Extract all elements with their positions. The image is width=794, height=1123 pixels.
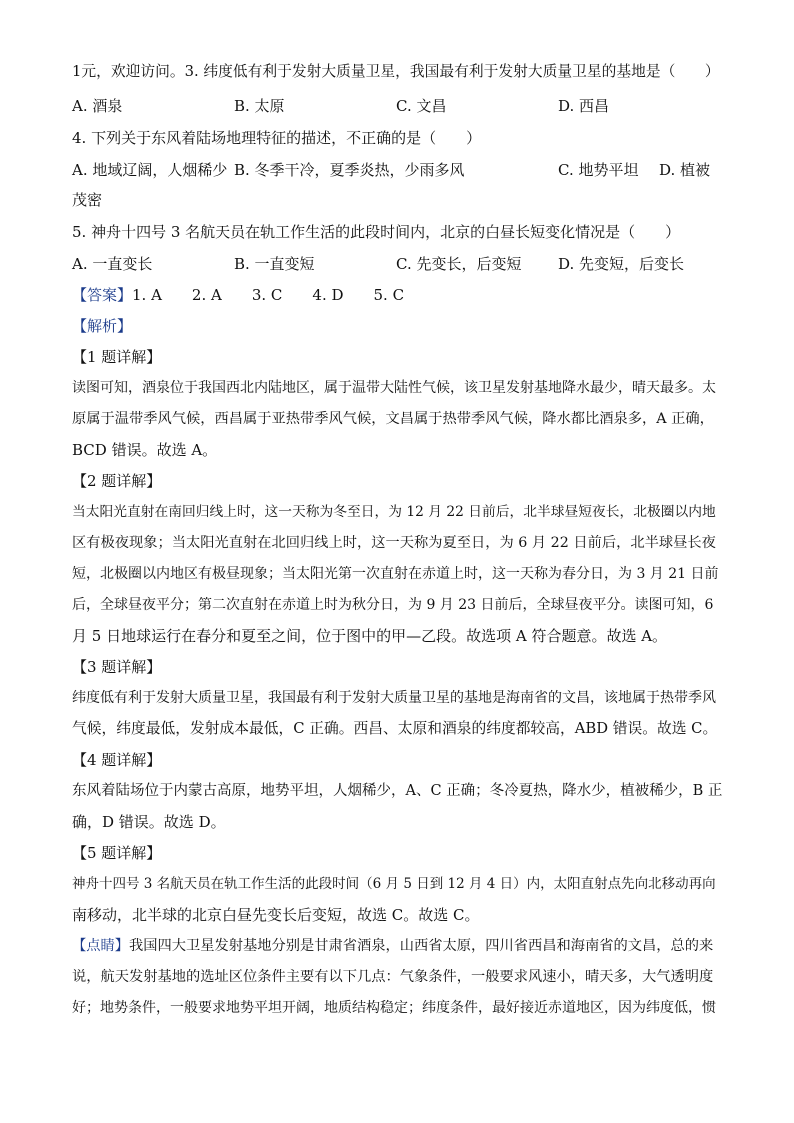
detail-1-line: 原属于温带季风气候，西昌属于亚热带季风气候，文昌属于热带季风气候，降水都比酒泉多，A 正确， [72,411,714,427]
detail-4-line: 东风着陆场位于内蒙古高原，地势平坦，人烟稀少，A、C 正确；冬冷夏热，降水少，植被稀少，B 正 [72,783,723,799]
detail-2-label: 【2 题详解】 [72,472,162,490]
option-b: B. 冬季干冷，夏季炎热，少雨多风 [234,161,465,179]
question-3-stem: 1元，欢迎访问。3. 纬度低有利于发射大质量卫星，我国最有利于发射大质量卫星的基地是（ ） [72,63,720,80]
option-b: B. 太原 [234,97,285,115]
option-a: A. 一直变长 [72,255,153,273]
option-d: D. 西昌 [558,97,610,115]
question-3-options [72,96,722,118]
detail-3-line: 气候，纬度最低，发射成本最低，C 正确。西昌、太原和酒泉的纬度都较高，ABD 错误。故选 C。 [72,720,718,737]
option-d: D. 先变短，后变长 [558,255,685,273]
detail-1-line: 读图可知，酒泉位于我国西北内陆地区，属于温带大陆性气候，该卫星发射基地降水最少，晴天最多。太 [72,380,716,396]
question-4-continued: 茂密 [72,191,103,209]
tip-text: 我国四大卫星发射基地分别是甘肃省酒泉，山西省太原，四川省西昌和海南省的文昌，总的来 [129,938,714,954]
question-5-stem: 5. 神舟十四号 3 名航天员在轨工作生活的此段时间内，北京的白昼长短变化情况是（ ） [72,223,681,241]
detail-2-line: 短，北极圈以内地区有极昼现象；当太阳光第一次直射在赤道上时，这一天称为春分日，为 3 月 21 日前 [72,566,719,582]
detail-3-label: 【3 题详解】 [72,658,162,676]
option-c: C. 文昌 [396,97,447,115]
detail-2-line: 月 5 日地球运行在春分和夏至之间，位于图中的甲—乙段。故选项 A 符合题意。故选 A。 [72,627,668,645]
question-4-stem: 4. 下列关于东风着陆场地理特征的描述，不正确的是（ ） [72,129,482,147]
tip-label: 【点睛】 [72,938,130,954]
detail-5-line: 神舟十四号 3 名航天员在轨工作生活的此段时间（6 月 5 日到 12 月 4 日）内，太阳直射点先向北移动再向 [72,876,716,892]
question-4-options [72,160,722,182]
option-b: B. 一直变短 [234,255,315,273]
tip-line: 说，航天发射基地的选址区位条件主要有以下几点：气象条件，一般要求风速小，晴天多，大气透明度 [72,969,714,985]
detail-5-label: 【5 题详解】 [72,844,162,862]
detail-2-line: 当太阳光直射在南回归线上时，这一天称为冬至日，为 12 月 22 日前后，北半球昼短夜长，北极圈以内地 [72,504,716,520]
tip-line [72,936,713,958]
detail-2-line: 后，全球昼夜平分；第二次直射在赤道上时为秋分日，为 9 月 23 日前后，全球昼夜平分。读图可知，6 [72,597,714,613]
tip-line: 好；地势条件，一般要求地势平坦开阔，地质结构稳定；纬度条件，最好接近赤道地区，因为纬度低，惯 [72,1000,716,1016]
detail-2-line: 区有极夜现象；当太阳光直射在北回归线上时，这一天称为夏至日，为 6 月 22 日前后，北半球昼长夜 [72,535,716,551]
question-5-options [72,254,722,276]
detail-1-label: 【1 题详解】 [72,348,162,366]
detail-1-line: BCD 错误。故选 A。 [72,441,218,459]
option-d: D. 植被 [659,161,711,179]
detail-3-line: 纬度低有利于发射大质量卫星，我国最有利于发射大质量卫星的基地是海南省的文昌，该地属于热带季风 [72,690,716,706]
option-c: C. 地势平坦 [558,161,639,179]
answer-line [72,285,404,307]
answer-label: 【答案】 [72,286,133,304]
answer-list: 1. A 2. A 3. C 4. D 5. C [132,286,405,304]
detail-4-line: 确，D 错误。故选 D。 [72,813,226,831]
detail-5-line: 南移动，北半球的北京白昼先变长后变短，故选 C。故选 C。 [72,906,480,924]
detail-4-label: 【4 题详解】 [72,751,162,769]
option-a: A. 地域辽阔，人烟稀少 [72,161,228,179]
option-a: A. 酒泉 [72,97,123,115]
option-c: C. 先变长，后变短 [396,255,522,273]
analysis-label: 【解析】 [72,317,133,335]
